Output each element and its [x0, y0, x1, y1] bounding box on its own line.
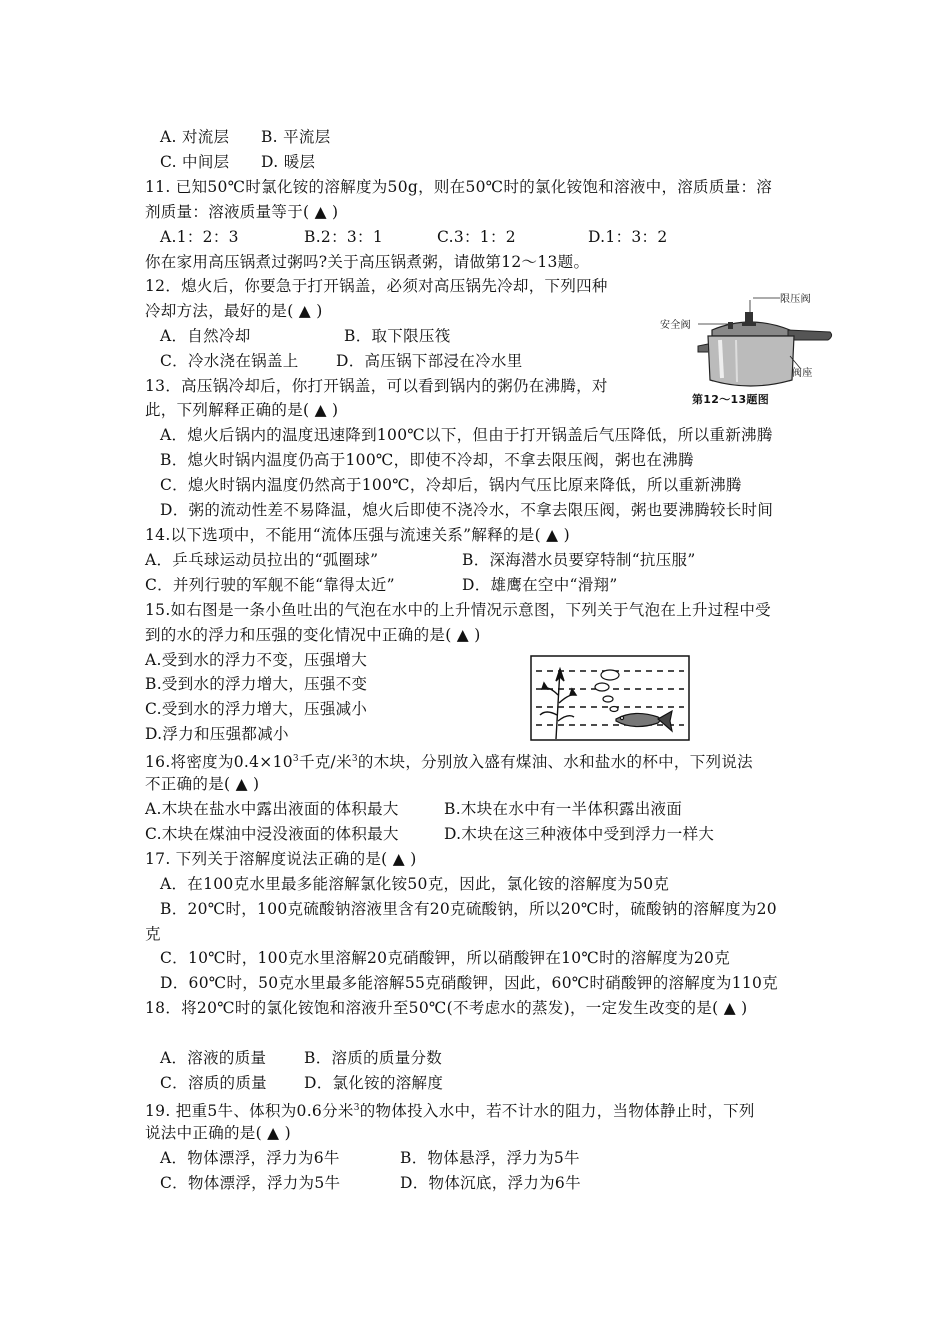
q16-unit-exponent: 3	[351, 754, 358, 764]
label-valve-seat: 阀座	[792, 368, 813, 379]
q15-stem-line2: 到的水的浮力和压强的变化情况中正确的是( ▲ )	[145, 626, 481, 644]
q13-option-c: C．熄火时锅内温度仍然高于100℃，冷却后，锅内气压比原来降低，所以重新沸腾	[160, 476, 742, 494]
q13-stem-line1: 13．高压锅冷却后，你打开锅盖，可以看到锅内的粥仍在沸腾，对	[145, 377, 608, 395]
q16-stem-part3: 的木块，分别放入盛有煤油、水和盐水的杯中，下列说法	[357, 753, 753, 772]
q12-option-b: B．取下限压筏	[344, 327, 451, 345]
q16-option-b: B.木块在水中有一半体积露出液面	[444, 800, 683, 818]
q14-option-a: A．乒乓球运动员拉出的“弧圈球”	[145, 551, 379, 569]
q15-option-a: A.受到水的浮力不变，压强增大	[145, 651, 368, 669]
q19-option-b: B．物体悬浮，浮力为5牛	[400, 1149, 580, 1167]
q18-option-b: B．溶质的质量分数	[304, 1049, 443, 1067]
q17-option-b-line2: 克	[145, 925, 161, 943]
fish-bubble-illustration	[530, 655, 690, 741]
q16-stem-part2: 千克/米	[298, 753, 352, 772]
q17-option-d: D．60℃时，50克水里最多能溶解55克硝酸钾，因此，60℃时硝酸钾的溶解度为110克	[160, 974, 778, 992]
q14-stem: 14.以下选项中，不能用“流体压强与流速关系”解释的是( ▲ )	[145, 526, 570, 544]
q13-option-a: A．熄火后锅内的温度迅速降到100℃以下，但由于打开锅盖后气压降低，所以重新沸腾	[160, 426, 773, 444]
q18-option-d: D．氯化铵的溶解度	[304, 1074, 444, 1092]
q17-option-c: C．10℃时，100克水里溶解20克硝酸钾，所以硝酸钾在10℃时的溶解度为20克	[160, 949, 731, 967]
label-safety-valve: 安全阀	[660, 320, 691, 331]
q18-stem: 18．将20℃时的氯化铵饱和溶液升至50℃(不考虑水的蒸发)，一定发生改变的是( ▲ )	[145, 999, 748, 1017]
q14-option-b: B．深海潜水员要穿特制“抗压服”	[462, 551, 696, 569]
q19-option-d: D．物体沉底，浮力为6牛	[400, 1174, 581, 1192]
q19-unit-exponent: 3	[353, 1103, 360, 1113]
q16-stem-part1: 16.将密度为0.4×10	[145, 753, 293, 772]
figure-caption: 第12～13题图	[692, 393, 770, 406]
pressure-cooker-intro: 你在家用高压锅煮过粥吗?关于高压锅煮粥，请做第12～13题。	[145, 253, 590, 271]
q10-options-row1: A. 对流层 B. 平流层	[160, 128, 331, 146]
q11-stem-line2: 剂质量：溶液质量等于( ▲ )	[145, 203, 339, 221]
q19-stem-part1: 19. 把重5牛、体积为0.6分米	[145, 1102, 354, 1121]
q18-option-c: C．溶质的质量	[160, 1074, 267, 1092]
q16-option-c: C.木块在煤油中浸没液面的体积最大	[145, 825, 399, 843]
q17-option-b-line1: B．20℃时，100克硫酸钠溶液里含有20克硫酸钠，所以20℃时，硫酸钠的溶解度为20	[160, 900, 777, 918]
q13-option-d: D．粥的流动性差不易降温，熄火后即使不浇冷水，不拿去限压阀，粥也要沸腾较长时间	[160, 501, 774, 519]
q17-stem: 17. 下列关于溶解度说法正确的是( ▲ )	[145, 850, 417, 868]
q15-option-c: C.受到水的浮力增大，压强减小	[145, 700, 368, 718]
q19-option-c: C．物体漂浮，浮力为5牛	[160, 1174, 341, 1192]
q19-stem-line2: 说法中正确的是( ▲ )	[145, 1124, 291, 1142]
q17-option-a: A．在100克水里最多能溶解氯化铵50克，因此，氯化铵的溶解度为50克	[160, 875, 670, 893]
q12-option-d: D．高压锅下部浸在冷水里	[336, 352, 523, 370]
q12-option-a: A．自然冷却	[160, 327, 251, 345]
q12-stem-line2: 冷却方法，最好的是( ▲ )	[145, 302, 323, 320]
q13-option-b: B．熄火时锅内温度仍高于100℃，即使不冷却，不拿去限压阀，粥也在沸腾	[160, 451, 694, 469]
q14-option-d: D．雄鹰在空中“滑翔”	[462, 576, 618, 594]
q11-option-c: C.3：1：2	[437, 228, 516, 246]
q14-option-c: C．并列行驶的军舰不能“靠得太近”	[145, 576, 395, 594]
label-pressure-limiting-valve: 限压阀	[780, 294, 811, 305]
q15-stem-line1: 15.如右图是一条小鱼吐出的气泡在水中的上升情况示意图，下列关于气泡在上升过程中受	[145, 601, 771, 619]
q10-options-row2: C. 中间层 D. 暖层	[160, 153, 316, 171]
q19-stem-line1	[145, 1098, 755, 1121]
q16-stem-line2: 不正确的是( ▲ )	[145, 775, 260, 793]
q12-stem-line1: 12．熄火后，你要急于打开锅盖，必须对高压锅先冷却，下列四种	[145, 277, 608, 295]
q16-stem-line1	[145, 749, 753, 772]
q12-option-c: C．冷水浇在锅盖上	[160, 352, 299, 370]
q13-stem-line2: 此，下列解释正确的是( ▲ )	[145, 401, 339, 419]
pressure-cooker-figure	[650, 280, 840, 410]
q16-option-d: D.木块在这三种液体中受到浮力一样大	[444, 825, 715, 843]
q11-stem-line1: 11. 已知50℃时氯化铵的溶解度为50g，则在50℃时的氯化铵饱和溶液中，溶质质量：溶	[145, 178, 773, 196]
q16-option-a: A.木块在盐水中露出液面的体积最大	[145, 800, 399, 818]
q18-option-a: A．溶液的质量	[160, 1049, 267, 1067]
q15-option-d: D.浮力和压强都减小	[145, 725, 289, 743]
q19-stem-part2: 的物体投入水中，若不计水的阻力，当物体静止时，下列	[359, 1102, 755, 1121]
q11-option-b: B.2：3：1	[304, 228, 384, 246]
q19-option-a: A．物体漂浮，浮力为6牛	[160, 1149, 340, 1167]
q11-option-d: D.1：3：2	[588, 228, 668, 246]
fish-bubble-figure	[530, 655, 690, 741]
q16-exponent: 3	[292, 754, 299, 764]
q15-option-b: B.受到水的浮力增大，压强不变	[145, 675, 368, 693]
q11-option-a: A.1：2：3	[160, 228, 239, 246]
